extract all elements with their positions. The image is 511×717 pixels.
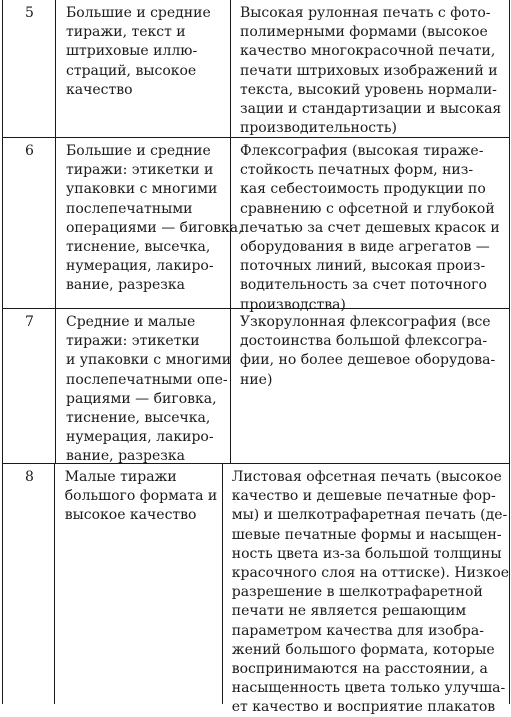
- use-case-line: Средние и малые: [66, 314, 196, 330]
- description-line: качество и дешевые печатные фор-: [231, 488, 496, 505]
- description-cell: [231, 138, 509, 313]
- use-case-line: и упаковки с многими: [66, 352, 232, 369]
- use-case-line: тиснение, высечка,: [66, 409, 211, 426]
- description-cell: [231, 309, 509, 463]
- description-line: ет качество и восприятие плакатов: [231, 699, 496, 716]
- description-line: сравнению с офсетной и глубокой: [240, 200, 495, 217]
- description-line: достоинства большой флексогра-: [240, 333, 488, 350]
- description-line: Высокая рулонная печать с фото-: [240, 5, 491, 21]
- description-line: насыщенность цвета только улучша-: [231, 680, 506, 697]
- row-number: 6: [3, 138, 56, 308]
- row-number: 5: [3, 0, 56, 137]
- description-line: ние): [240, 371, 273, 388]
- description-line: водительность за счет поточного: [240, 277, 487, 294]
- use-case-line: Малые тиражи: [64, 469, 177, 485]
- use-case-line: упаковки с многими: [66, 181, 218, 198]
- use-case-cell: [55, 464, 223, 704]
- table-row-8: [3, 464, 509, 716]
- use-case-line: операциями — биговка,: [66, 219, 243, 236]
- description-line: разрешение в шелкотрафаретной: [231, 584, 483, 601]
- description-line: печатью за счет дешевых красок и: [240, 219, 500, 236]
- description-line: воспринимаются на расстоянии, а: [231, 660, 488, 677]
- use-case-line: послепечатными: [66, 200, 193, 217]
- description-line: Узкорулонная флексография (все: [240, 314, 491, 330]
- use-case-line: тиражи: этикетки и: [66, 162, 214, 179]
- use-case-line: штриховые иллю-: [66, 43, 198, 60]
- row-number: 8: [3, 464, 55, 704]
- table-row-5: [3, 0, 509, 138]
- description-line: стойкость печатных форм, низ-: [240, 162, 474, 179]
- description-line: Флексография (высокая тираже-: [240, 143, 484, 159]
- description-line: мы) и шелкотрафаретная печать (де-: [231, 507, 508, 524]
- use-case-line: качество: [66, 81, 133, 98]
- comparison-table: [2, 0, 510, 716]
- description-line: производительность): [240, 120, 397, 137]
- description-line: Листовая офсетная печать (высокое: [231, 469, 502, 485]
- description-line: ность цвета из-за большой толщины: [231, 545, 502, 562]
- use-case-line: нумерация, лакиро-: [66, 429, 214, 446]
- description-line: печати штриховых изображений и: [240, 62, 498, 79]
- description-cell: [223, 464, 509, 716]
- use-case-line: тиснение, высечка,: [66, 238, 211, 255]
- use-case-line: большого формата и: [64, 488, 218, 505]
- table-row-7: [3, 309, 509, 464]
- use-case-line: послепечатными опе-: [66, 371, 228, 388]
- use-case-cell: [56, 309, 231, 463]
- description-line: полимерными формами (высокое: [240, 24, 488, 41]
- description-line: оборудования в виде агрегатов —: [240, 238, 490, 255]
- description-cell: [231, 0, 509, 137]
- description-line: производства): [240, 296, 346, 313]
- description-line: качество многокрасочной печати,: [240, 43, 496, 60]
- use-case-line: тиражи, текст и: [66, 24, 186, 41]
- use-case-line: высокое качество: [64, 507, 197, 524]
- use-case-line: Большие и средние: [66, 5, 211, 21]
- use-case-line: Большие и средние: [66, 143, 211, 159]
- description-line: зации и стандартизации и высокая: [240, 100, 502, 117]
- use-case-cell: [56, 0, 231, 137]
- description-line: фии, но более дешевое оборудова-: [240, 352, 496, 369]
- description-line: кая себестоимость продукции по: [240, 181, 486, 198]
- use-case-line: рациями — биговка,: [66, 390, 217, 407]
- description-line: параметром качества для изобра-: [231, 622, 484, 639]
- description-line: шевые печатные формы и насыщен-: [231, 526, 502, 543]
- description-line: красочного слоя на оттиске). Низкое: [231, 564, 509, 581]
- use-case-cell: [56, 138, 243, 308]
- description-line: жений большого формата, которые: [231, 641, 495, 658]
- use-case-line: вание, разрезка: [66, 277, 185, 294]
- description-line: печати не является решающим: [231, 603, 467, 620]
- table-row-6: [3, 138, 509, 313]
- row-number: 7: [3, 309, 56, 463]
- use-case-line: страций, высокое: [66, 62, 197, 79]
- use-case-line: тиражи: этикетки: [66, 333, 200, 350]
- description-line: поточных линий, высокая произ-: [240, 258, 486, 275]
- description-line: текста, высокий уровень нормали-: [240, 81, 497, 98]
- use-case-line: вание, разрезка: [66, 448, 185, 465]
- use-case-line: нумерация, лакиро-: [66, 258, 214, 275]
